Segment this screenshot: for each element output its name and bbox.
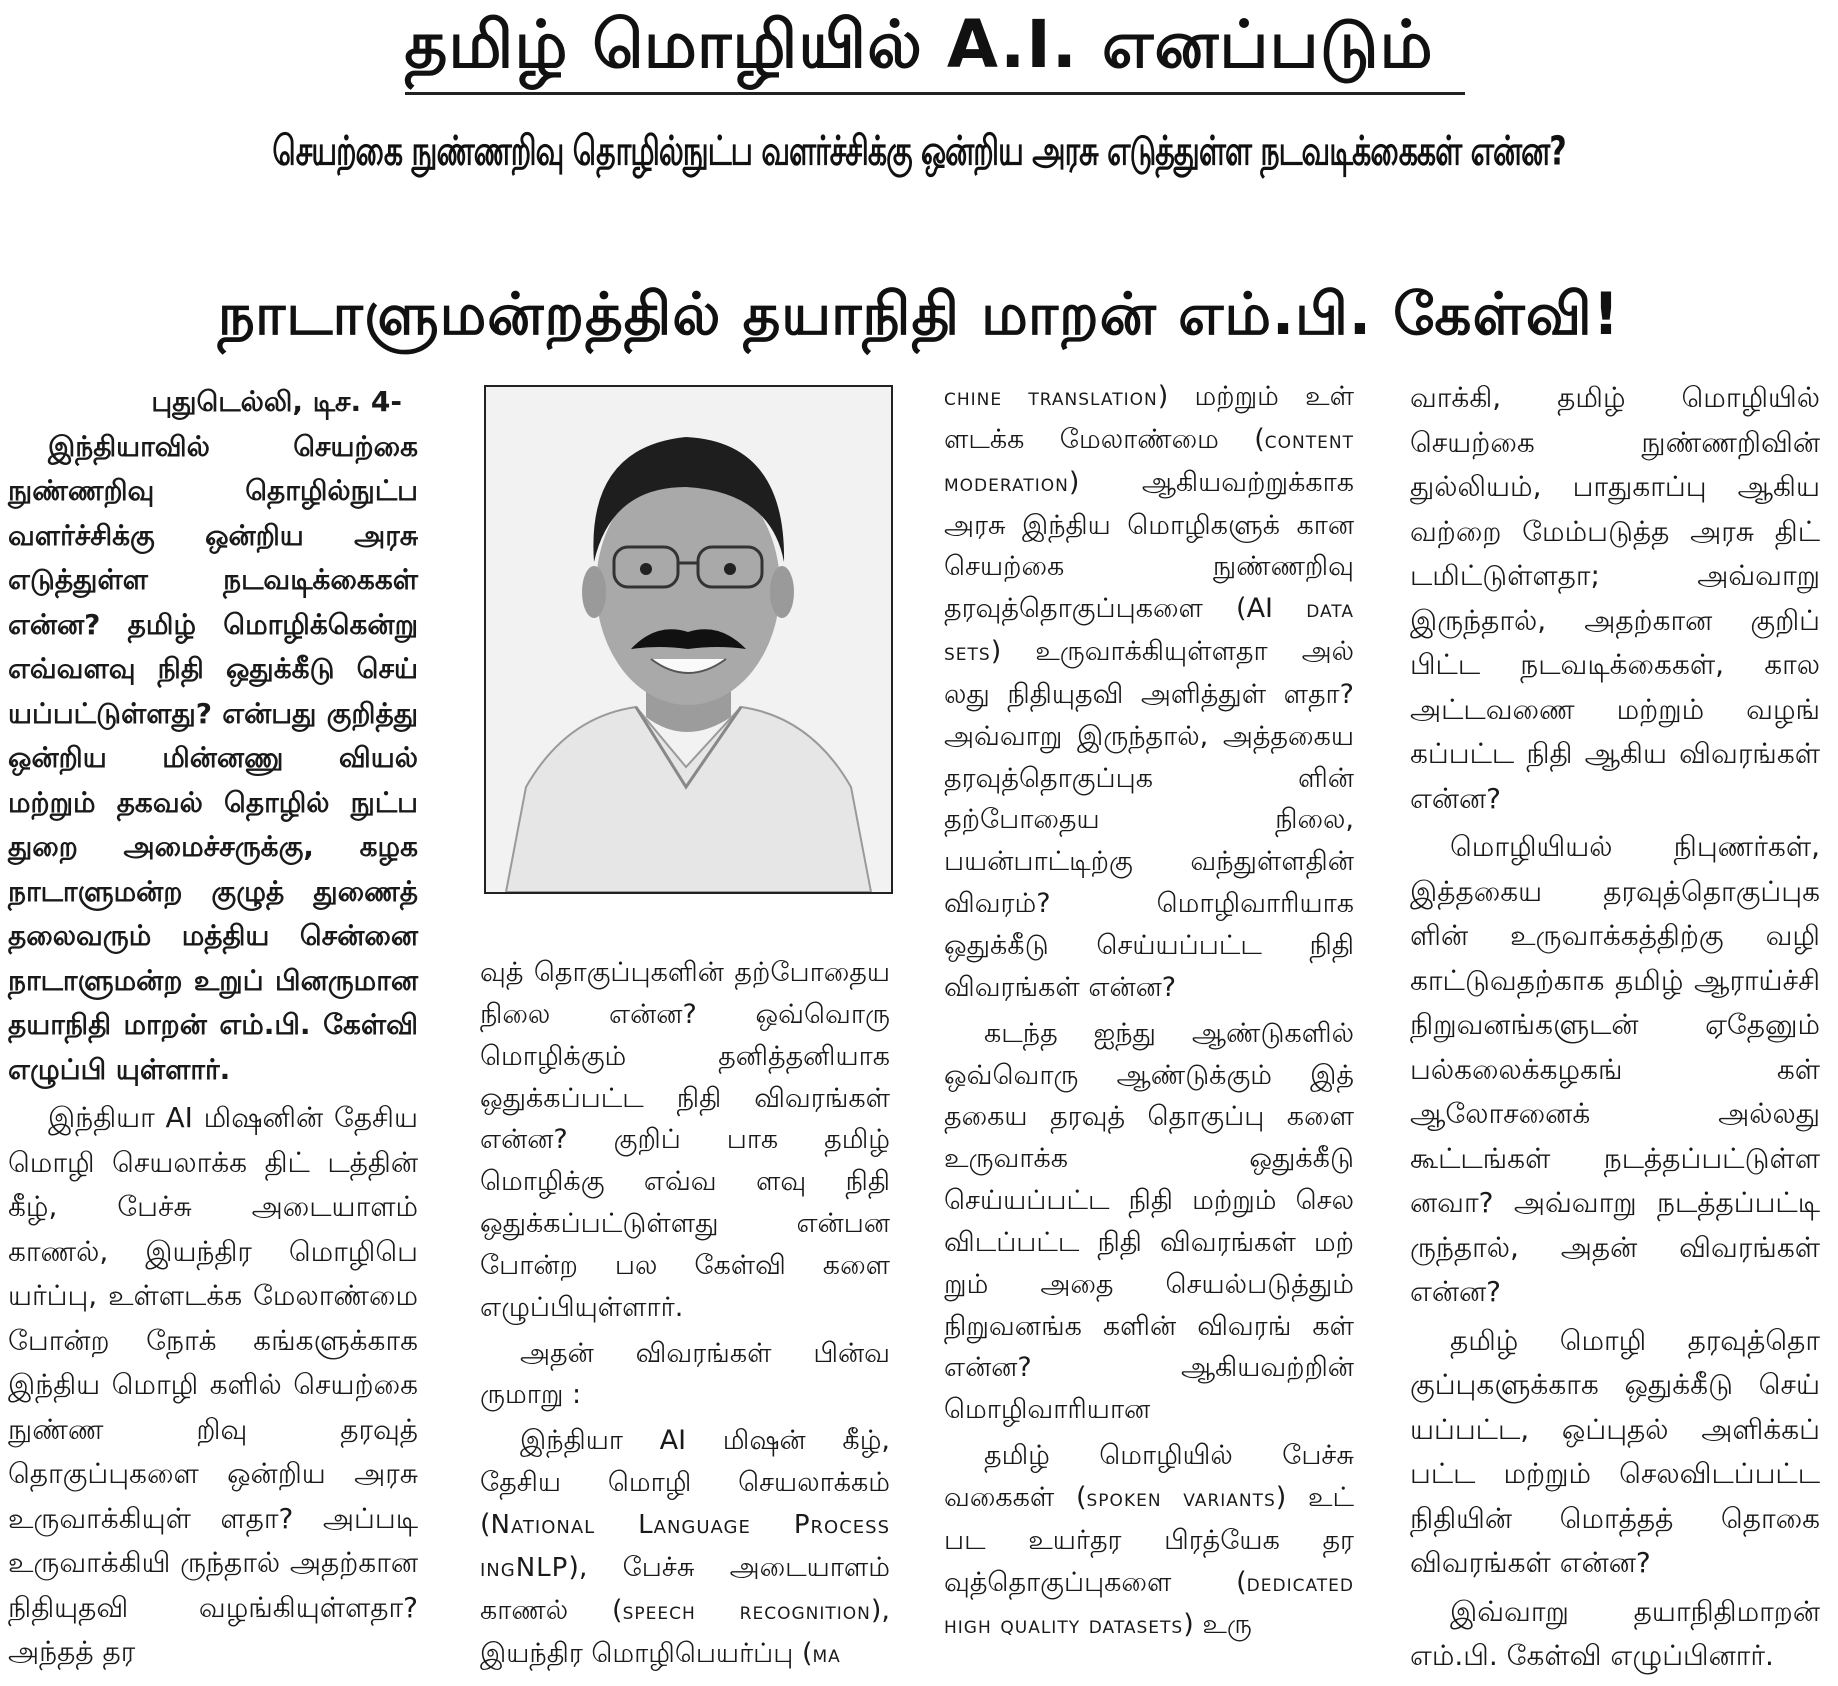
article-column-1 xyxy=(8,380,418,1675)
article-column-3 xyxy=(944,376,1354,1647)
article-column-4 xyxy=(1410,376,1820,1679)
portrait-photo xyxy=(484,385,893,894)
headline-kicker: தமிழ் மொழியில் A.I. எனப்படும் xyxy=(404,6,1434,83)
body-paragraph: இந்தியா AI மிஷனின் தேசிய மொழி செயலாக்க திட் டத்தின் கீழ், பேச்சு அடையாளம் காணல், இயந்திர மொழிபெ யர்ப்பு, உள்ளடக்க மேலாண்மை போன்ற நோக் கங்களுக்காக இந்திய மொழி களில் செயற்கை நுண்ண றிவு தரவுத் தொகுப்புகளை ஒன்றிய அரசு உருவாக்கியுள் ளதா? அப்படி உருவாக்கியி ருந்தால் அதற்கான நிதியுதவி வழங்கியுள்ளதா? அந்தத் தர xyxy=(8,1101,418,1668)
body-paragraph: இந்தியா AI மிஷன் கீழ், தேசிய மொழி செயலாக்கம் (National Language Process ingNLP), பேச்சு அடையாளம் காணல் (speech recognition), இயந்திர மொழிபெயர்ப்பு (ma xyxy=(480,1425,890,1669)
body-paragraph: தமிழ் மொழி தரவுத்தொ குப்புகளுக்காக ஒதுக்கீடு செய் யப்பட்ட, ஒப்புதல் அளிக்கப் பட்ட மற்றும் செலவிடப்பட்ட நிதியின் மொத்தத் தொகை விவரங்கள் என்ன? xyxy=(1410,1323,1820,1579)
body-paragraph: தமிழ் மொழியில் பேச்சு வகைகள் (spoken variants) உட் பட உயர்தர பிரத்யேக தர வுத்தொகுப்புகளை (dedicated high quality datasets) உரு xyxy=(944,1440,1354,1641)
body-paragraph: கடந்த ஐந்து ஆண்டுகளில் ஒவ்வொரு ஆண்டுக்கும் இத் தகைய தரவுத் தொகுப்பு களை உருவாக்க ஒதுக்கீடு செய்யப்பட்ட நிதி மற்றும் செல விடப்பட்ட நிதி விவரங்கள் மற் றும் அதை செயல்படுத்தும் நிறுவனங்க களின் விவரங் கள் என்ன? ஆகியவற்றின் மொழிவாரியான xyxy=(944,1017,1354,1426)
portrait-illustration xyxy=(486,387,891,892)
headline-main: செயற்கை நுண்ணறிவு தொழில்நுட்ப வளர்ச்சிக்கு ஒன்றிய அரசு எடுத்துள்ள நடவடிக்கைகள் என்ன? xyxy=(272,128,1566,176)
closing-paragraph: இவ்வாறு தயாநிதிமாறன் எம்.பி. கேள்வி எழுப்பினார். xyxy=(1410,1594,1820,1672)
body-paragraph: வுத் தொகுப்புகளின் தற்போதைய நிலை என்ன? ஒவ்வொரு மொழிக்கும் தனித்தனியாக ஒதுக்கப்பட்ட நிதி விவரங்கள் என்ன? குறிப் பாக தமிழ் மொழிக்கு எவ்வ ளவு நிதி ஒதுக்கப்பட்டுள்ளது என்பன போன்ற பல கேள்வி களை எழுப்பியுள்ளார். xyxy=(480,957,890,1323)
lead-paragraph: இந்தியாவில் செயற்கை நுண்ணறிவு தொழில்நுட்ப வளர்ச்சிக்கு ஒன்றிய அரசு எடுத்துள்ள நடவடிக்கைகள் என்ன? தமிழ் மொழிக்கென்று எவ்வளவு நிதி ஒதுக்கீடு செய் யப்பட்டுள்ளது? என்பது குறித்து ஒன்றிய மின்னணு வியல் மற்றும் தகவல் தொழில் நுட்ப துறை அமைச்சருக்கு, கழக நாடாளுமன்ற குழுத் துணைத் தலைவரும் மத்திய சென்னை நாடாளுமன்ற உறுப் பினருமான தயாநிதி மாறன் எம்.பி. கேள்வி எழுப்பி யுள்ளார். xyxy=(8,429,418,1086)
dateline: புதுடெல்லி, டிச. 4- xyxy=(151,385,402,418)
headline-rule xyxy=(405,92,1465,95)
headline-sub: நாடாளுமன்றத்தில் தயாநிதி மாறன் எம்.பி. கேள்வி! xyxy=(217,280,1621,348)
article-column-2 xyxy=(480,952,890,1675)
body-paragraph: வாக்கி, தமிழ் மொழியில் செயற்கை நுண்ணறிவின் துல்லியம், பாதுகாப்பு ஆகிய வற்றை மேம்படுத்த அரசு திட் டமிட்டுள்ளதா; அவ்வாறு இருந்தால், அதற்கான குறிப் பிட்ட நடவடிக்கைகள், கால அட்டவணை மற்றும் வழங் கப்பட்ட நிதி ஆகிய விவரங்கள் என்ன? xyxy=(1410,381,1820,815)
body-paragraph: அதன் விவரங்கள் பின்வ ருமாறு : xyxy=(480,1337,890,1411)
body-paragraph: chine translation) மற்றும் உள் ளடக்க மேலாண்மை (content moderation) ஆகியவற்றுக்காக அரசு இந்திய மொழிகளுக் கான செயற்கை நுண்ணறிவு தரவுத்தொகுப்புகளை (AI data sets) உருவாக்கியுள்ளதா அல் லது நிதியுதவி அளித்துள் ளதா? அவ்வாறு இருந்தால், அத்தகைய தரவுத்தொகுப்புக ளின் தற்போதைய நிலை, பயன்பாட்டிற்கு வந்துள்ளதின் விவரம்? மொழிவாரியாக ஒதுக்கீடு செய்யப்பட்ட நிதி விவரங்கள் என்ன? xyxy=(944,381,1354,1003)
body-paragraph: மொழியியல் நிபுணர்கள், இத்தகைய தரவுத்தொகுப்புக ளின் உருவாக்கத்திற்கு வழி காட்டுவதற்காக தமிழ் ஆராய்ச்சி நிறுவனங்களுடன் ஏதேனும் பல்கலைக்கழகங் கள் ஆலோசனைக் அல்லது கூட்டங்கள் நடத்தப்பட்டுள்ள னவா? அவ்வாறு நடத்தப்பட்டி ருந்தால், அதன் விவரங்கள் என்ன? xyxy=(1410,830,1820,1308)
